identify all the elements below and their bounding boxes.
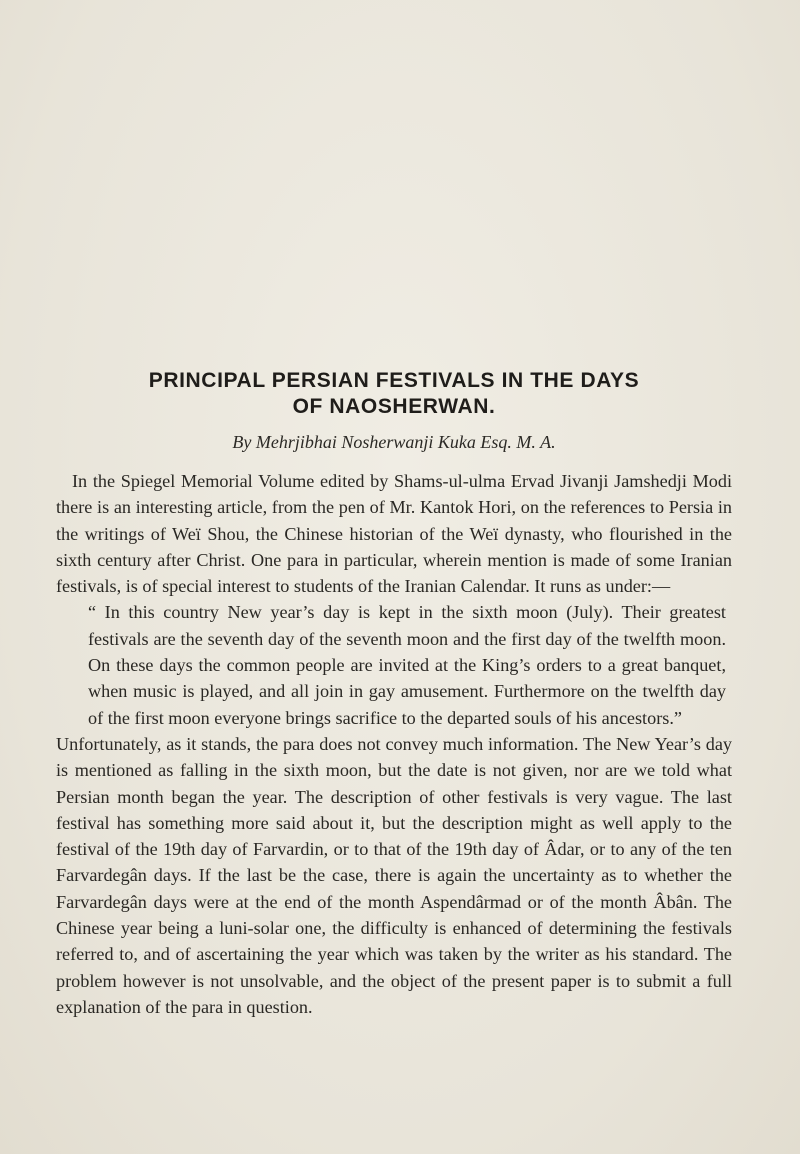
intro-paragraph: In the Spiegel Memorial Volume edited by Shams-ul-ulma Ervad Jivanji Jamshedji Modi there is an interesting article, from the pen of Mr. Kantok Hori, on the references to Persia in the writings of Weï Shou, the Chinese historian of the Weï dynasty, who flourished in the sixth century after Christ. One para in particular, wherein mention is made of some Iranian festivals, is of special interest to students of the Iranian Calendar. It runs as under:—	[56, 471, 732, 597]
article	[56, 368, 732, 1020]
title-line-1: PRINCIPAL PERSIAN FESTIVALS IN THE DAYS	[148, 369, 640, 392]
author-byline: By Mehrjibhai Nosherwanji Kuka Esq. M. A.	[232, 432, 556, 452]
title-line-2: OF NAOSHERWAN.	[292, 395, 496, 418]
body-paragraph: Unfortunately, as it stands, the para does not convey much information. The New Year’s day is mentioned as falling in the sixth moon, but the date is not given, nor are we told what Persian month began the year. The description of other festivals is very vague. The last festival has something more said about it, but the description might as well apply to the festival of the 19th day of Farvardin, or to that of the 19th day of Âdar, or to any of the ten Farvardegân days. If the last be the case, there is again the uncertainty as to whether the Farvardegân days were at the end of the month Aspendârmad or of the month Âbân. The Chinese year being a luni-solar one, the difficulty is enhanced of determining the festivals referred to, and of ascertaining the year which was taken by the writer as his standard. The problem however is not unsolvable, and the object of the present paper is to submit a full explanation of the para in question.	[56, 733, 732, 1017]
article-title	[56, 368, 732, 420]
quoted-passage: “ In this country New year’s day is kept in the sixth moon (July). Their greatest festivals are the seventh day of the seventh moon and the first day of the twelfth moon. On these days the common people are invited at the King’s orders to a great banquet, when music is played, and all join in gay amusement. Furthermore on the twelfth day of the first moon everyone brings sacrifice to the departed souls of his ancestors.”	[88, 602, 726, 728]
